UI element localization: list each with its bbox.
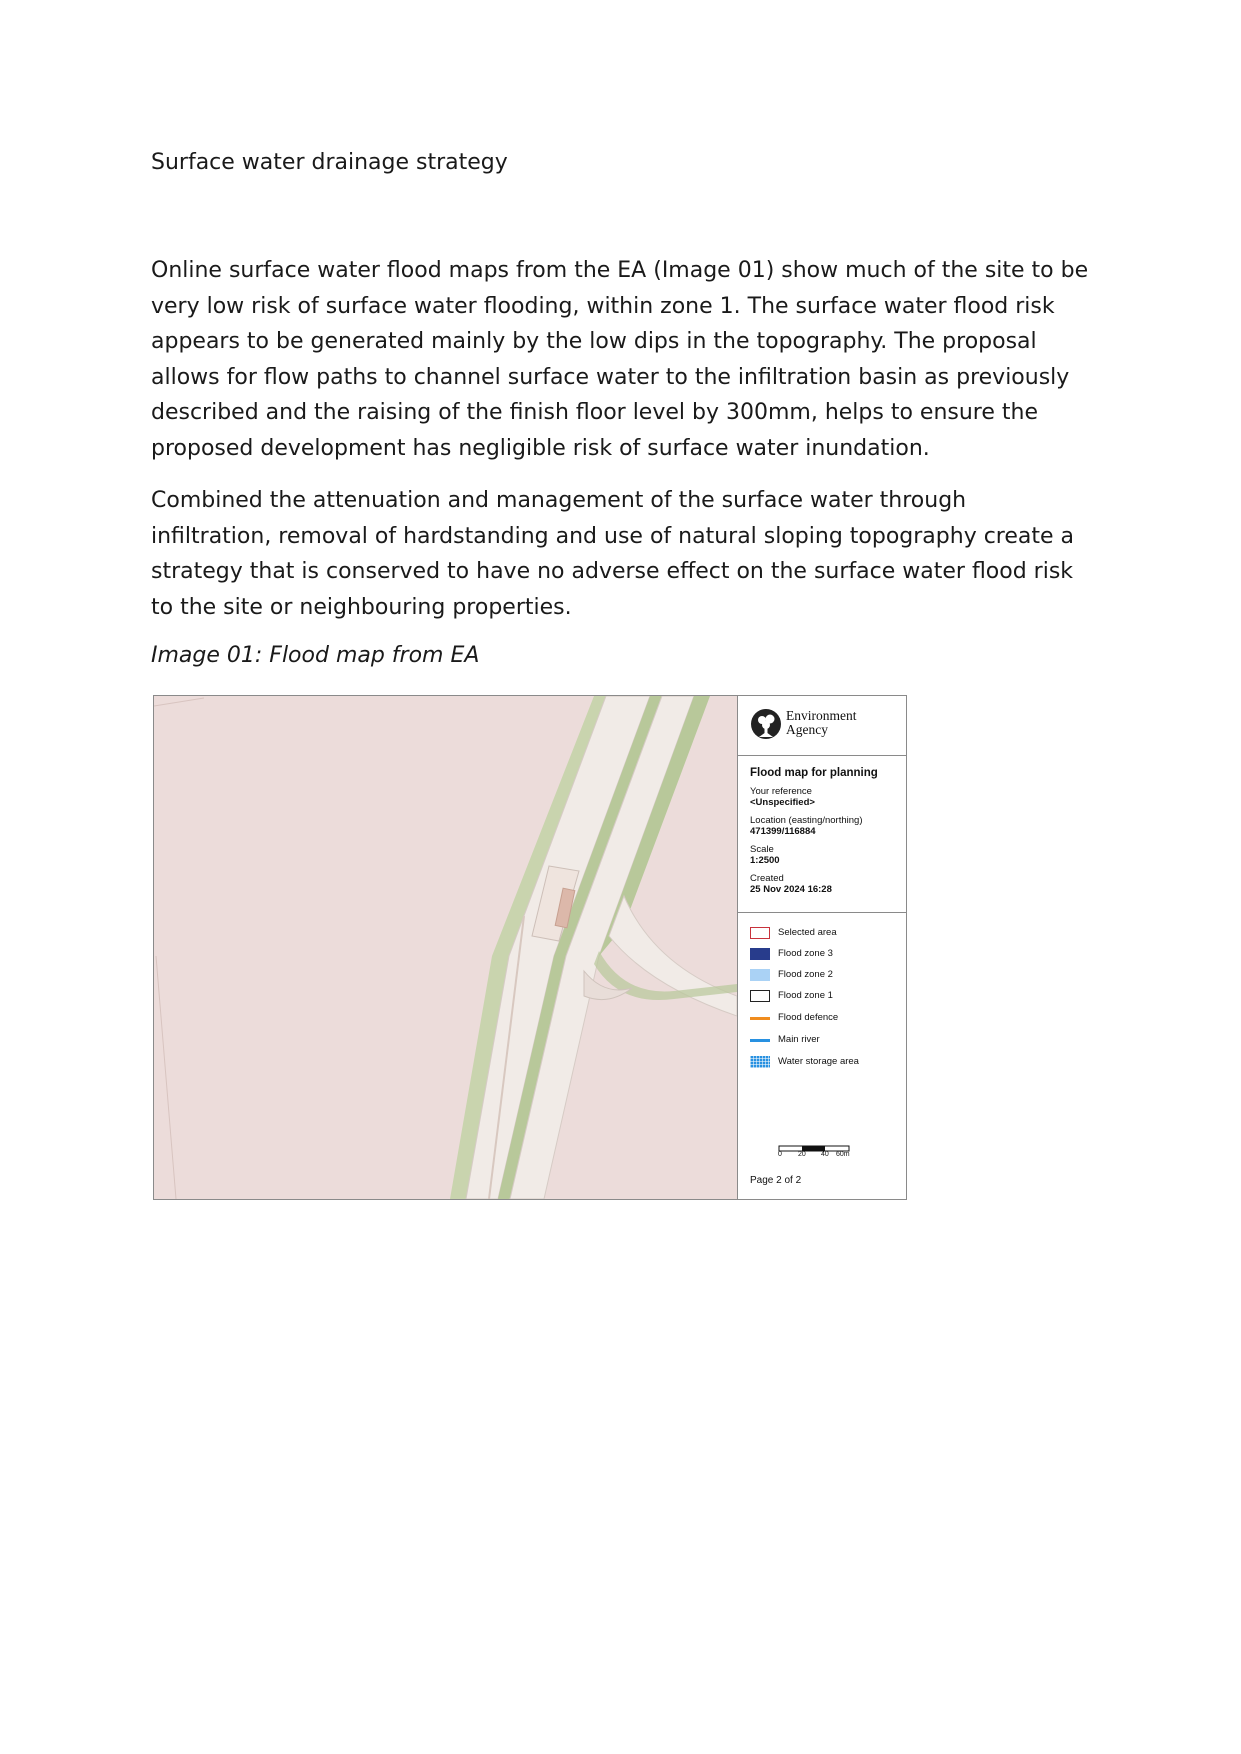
reference-field (750, 786, 815, 808)
scale-bar (778, 1140, 898, 1164)
legend-item-flood-zone-1 (750, 989, 900, 1003)
page-number: Page 2 of 2 (750, 1175, 802, 1186)
map-drawing (154, 696, 737, 1199)
flood-zone-2-swatch-icon (750, 969, 770, 981)
location-value: 471399/116884 (750, 826, 816, 837)
scale-tick-60m: 60m (836, 1151, 850, 1158)
figure-caption: Image 01: Flood map from EA (151, 643, 480, 668)
created-label: Created (750, 873, 784, 884)
legend-item-flood-zone-3 (750, 947, 900, 961)
legend-item-flood-defence (750, 1011, 900, 1025)
environment-agency-logo (750, 708, 900, 748)
flood-zone-1-swatch-icon (750, 990, 770, 1002)
scale-value: 1:2500 (750, 855, 780, 866)
scale-tick-20: 20 (798, 1151, 806, 1158)
logo-line-2: Agency (786, 722, 828, 737)
legend-item-selected-area (750, 926, 900, 940)
legend-label: Flood zone 2 (778, 969, 833, 980)
legend-label: Main river (778, 1034, 820, 1045)
created-value: 25 Nov 2024 16:28 (750, 884, 832, 895)
paragraph-1: Online surface water flood maps from the EA (Image 01) show much of the site to be very low risk of surface water flooding, within zone 1. The surface water flood risk appears to be generated mainly by the low dips in the topography. The proposal allows for flow paths to channel surface water to the infiltration basin as previously described and the raising of the finish floor level by 300mm, helps to ensure the proposed development has negligible risk of surface water inundation. (151, 258, 1089, 461)
location-label: Location (easting/northing) (750, 815, 863, 826)
scale-tick-40: 40 (821, 1151, 829, 1158)
main-river-line-icon (750, 1039, 770, 1042)
legend-label: Flood zone 3 (778, 948, 833, 959)
logo-line-1: Environment (786, 708, 857, 723)
divider (738, 755, 907, 756)
legend-item-main-river (750, 1033, 900, 1047)
scale-field (750, 844, 780, 866)
location-field (750, 815, 863, 837)
legend-item-flood-zone-2 (750, 968, 900, 982)
paragraph-2: Combined the attenuation and management of the surface water through infiltration, removal of hardstanding and use of natural sloping topography create a strategy that is conserved to have no adverse effect on the surface water flood risk to the site or neighbouring properties. (151, 488, 1075, 620)
section-heading: Surface water drainage strategy (151, 150, 508, 175)
legend-label: Flood defence (778, 1012, 839, 1023)
legend-label: Water storage area (778, 1056, 859, 1067)
scale-tick-0: 0 (778, 1151, 782, 1158)
tree-logo-icon (750, 708, 782, 740)
flood-map-area (154, 696, 737, 1199)
flood-map-figure (153, 695, 907, 1200)
legend-label: Selected area (778, 927, 837, 938)
legend-label: Flood zone 1 (778, 990, 833, 1001)
scale-label: Scale (750, 844, 774, 855)
map-info-panel (737, 696, 907, 1199)
reference-value: <Unspecified> (750, 797, 815, 808)
logo-wordmark (786, 709, 857, 737)
legend-item-water-storage-area (750, 1055, 900, 1069)
selected-area-swatch-icon (750, 927, 770, 939)
water-storage-hatch-icon (750, 1056, 770, 1068)
divider (738, 912, 907, 913)
created-field (750, 873, 832, 895)
flood-zone-3-swatch-icon (750, 948, 770, 960)
flood-defence-line-icon (750, 1017, 770, 1020)
panel-title: Flood map for planning (750, 767, 878, 779)
reference-label: Your reference (750, 786, 812, 797)
